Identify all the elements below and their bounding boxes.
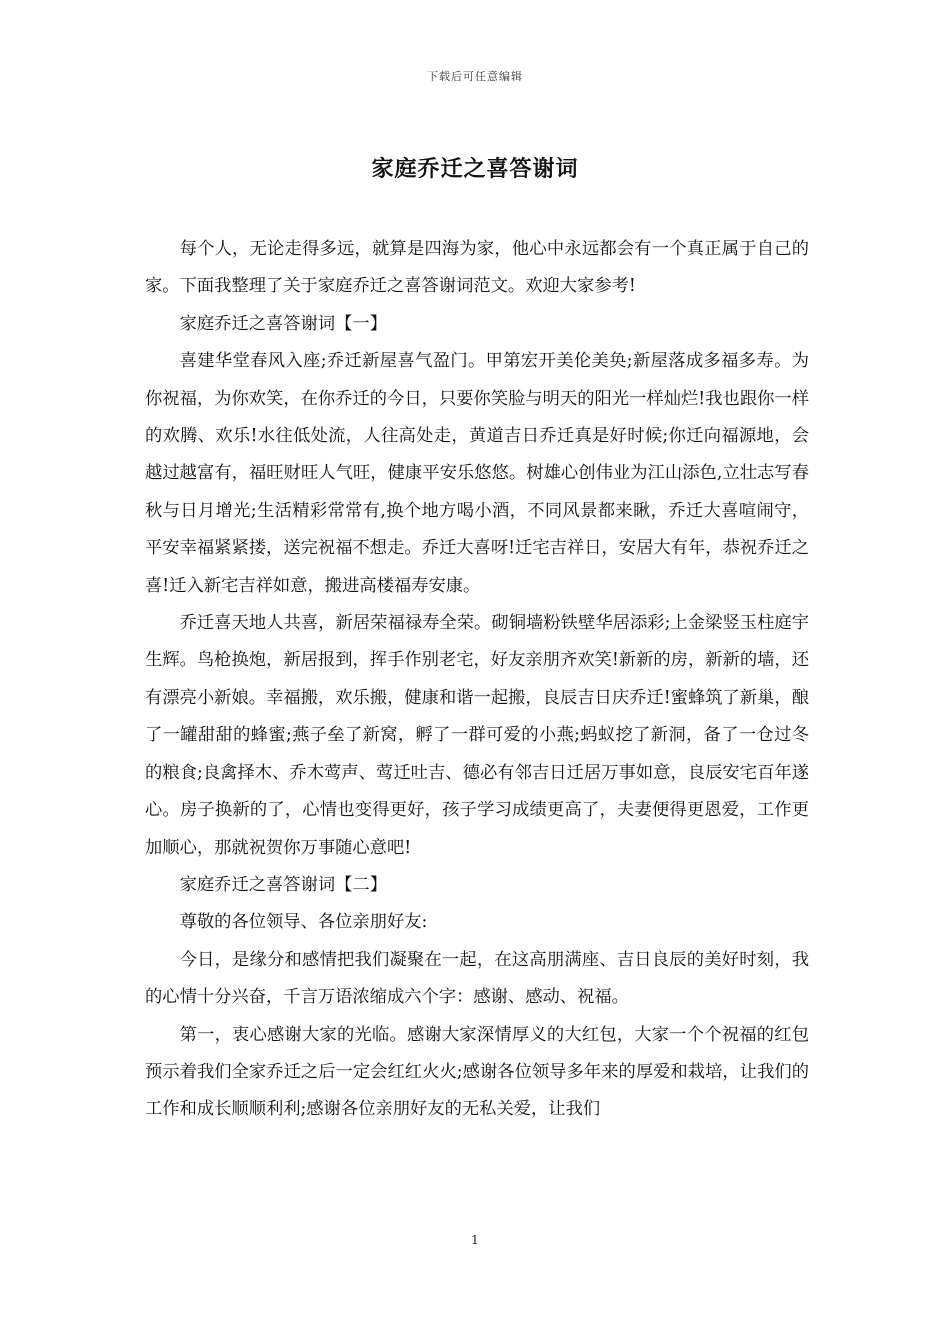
page-number: 1: [471, 1233, 479, 1247]
header-note: 下载后可任意编辑: [427, 70, 523, 83]
intro-paragraph: 每个人，无论走得多远，就算是四海为家，他心中永远都会有一个真正属于自己的家。下面我整理了关于家庭乔迁之喜答谢词范文。欢迎大家参考!: [145, 239, 809, 297]
document-title: 家庭乔迁之喜答谢词: [371, 156, 579, 182]
section-heading-2: 家庭乔迁之喜答谢词【二】: [179, 874, 387, 895]
body-paragraph: 乔迁喜天地人共喜，新居荣福禄寿全荣。砌铜墙粉铁壁华居添彩;上金梁竖玉柱庭宇生辉。鸟枪换炮，新居报到，挥手作别老宅，好友亲朋齐欢笑!新新的房，新新的墙，还有漂亮小新娘。幸福搬，欢乐搬，健康和谐一起搬，良辰吉日庆乔迁!蜜蜂筑了新巢，酿了一罐甜甜的蜂蜜;燕子垒了新窝，孵了一群可爱的小燕;蚂蚁挖了新洞，备了一仓过冬的粮食;良禽择木、乔木莺声、莺迁吐吉、德必有邻吉日迁居万事如意，良辰安宅百年遂心。房子换新的了，心情也变得更好，孩子学习成绩更高了，夫妻便得更恩爱，工作更加顺心，那就祝贺你万事随心意吧!: [145, 613, 809, 858]
section-heading-1: 家庭乔迁之喜答谢词【一】: [179, 313, 387, 334]
document-body: [145, 231, 809, 1129]
salutation: 尊敬的各位领导、各位亲朋好友:: [179, 912, 428, 933]
body-paragraph: 今日，是缘分和感情把我们凝聚在一起，在这高朋满座、吉日良辰的美好时刻，我的心情十分兴奋，千言万语浓缩成六个字：感谢、感动、祝福。: [145, 949, 809, 1008]
body-paragraph: 喜建华堂春风入座;乔迁新屋喜气盈门。甲第宏开美伦美奂;新屋落成多福多寿。为你祝福，为你欢笑，在你乔迁的今日，只要你笑脸与明天的阳光一样灿烂!我也跟你一样的欢腾、欢乐!水往低处流，人往高处走，黄道吉日乔迁真是好时候;你迁向福源地，会越过越富有，福旺财旺人气旺，健康平安乐悠悠。树雄心创伟业为江山添色,立壮志写春秋与日月增光;生活精彩常常有,换个地方喝小酒，不同风景都来瞅，乔迁大喜喧闹守，平安幸福紧紧搂，送完祝福不想走。乔迁大喜呀!迁宅吉祥日，安居大有年，恭祝乔迁之喜!迁入新宅吉祥如意，搬进高楼福寿安康。: [145, 351, 809, 596]
body-paragraph: 第一，衷心感谢大家的光临。感谢大家深情厚义的大红包，大家一个个祝福的红包预示着我们全家乔迁之后一定会红红火火;感谢各位领导多年来的厚爱和栽培，让我们的工作和成长顺顺利利;感谢各位亲朋好友的无私关爱，让我们: [145, 1024, 809, 1120]
